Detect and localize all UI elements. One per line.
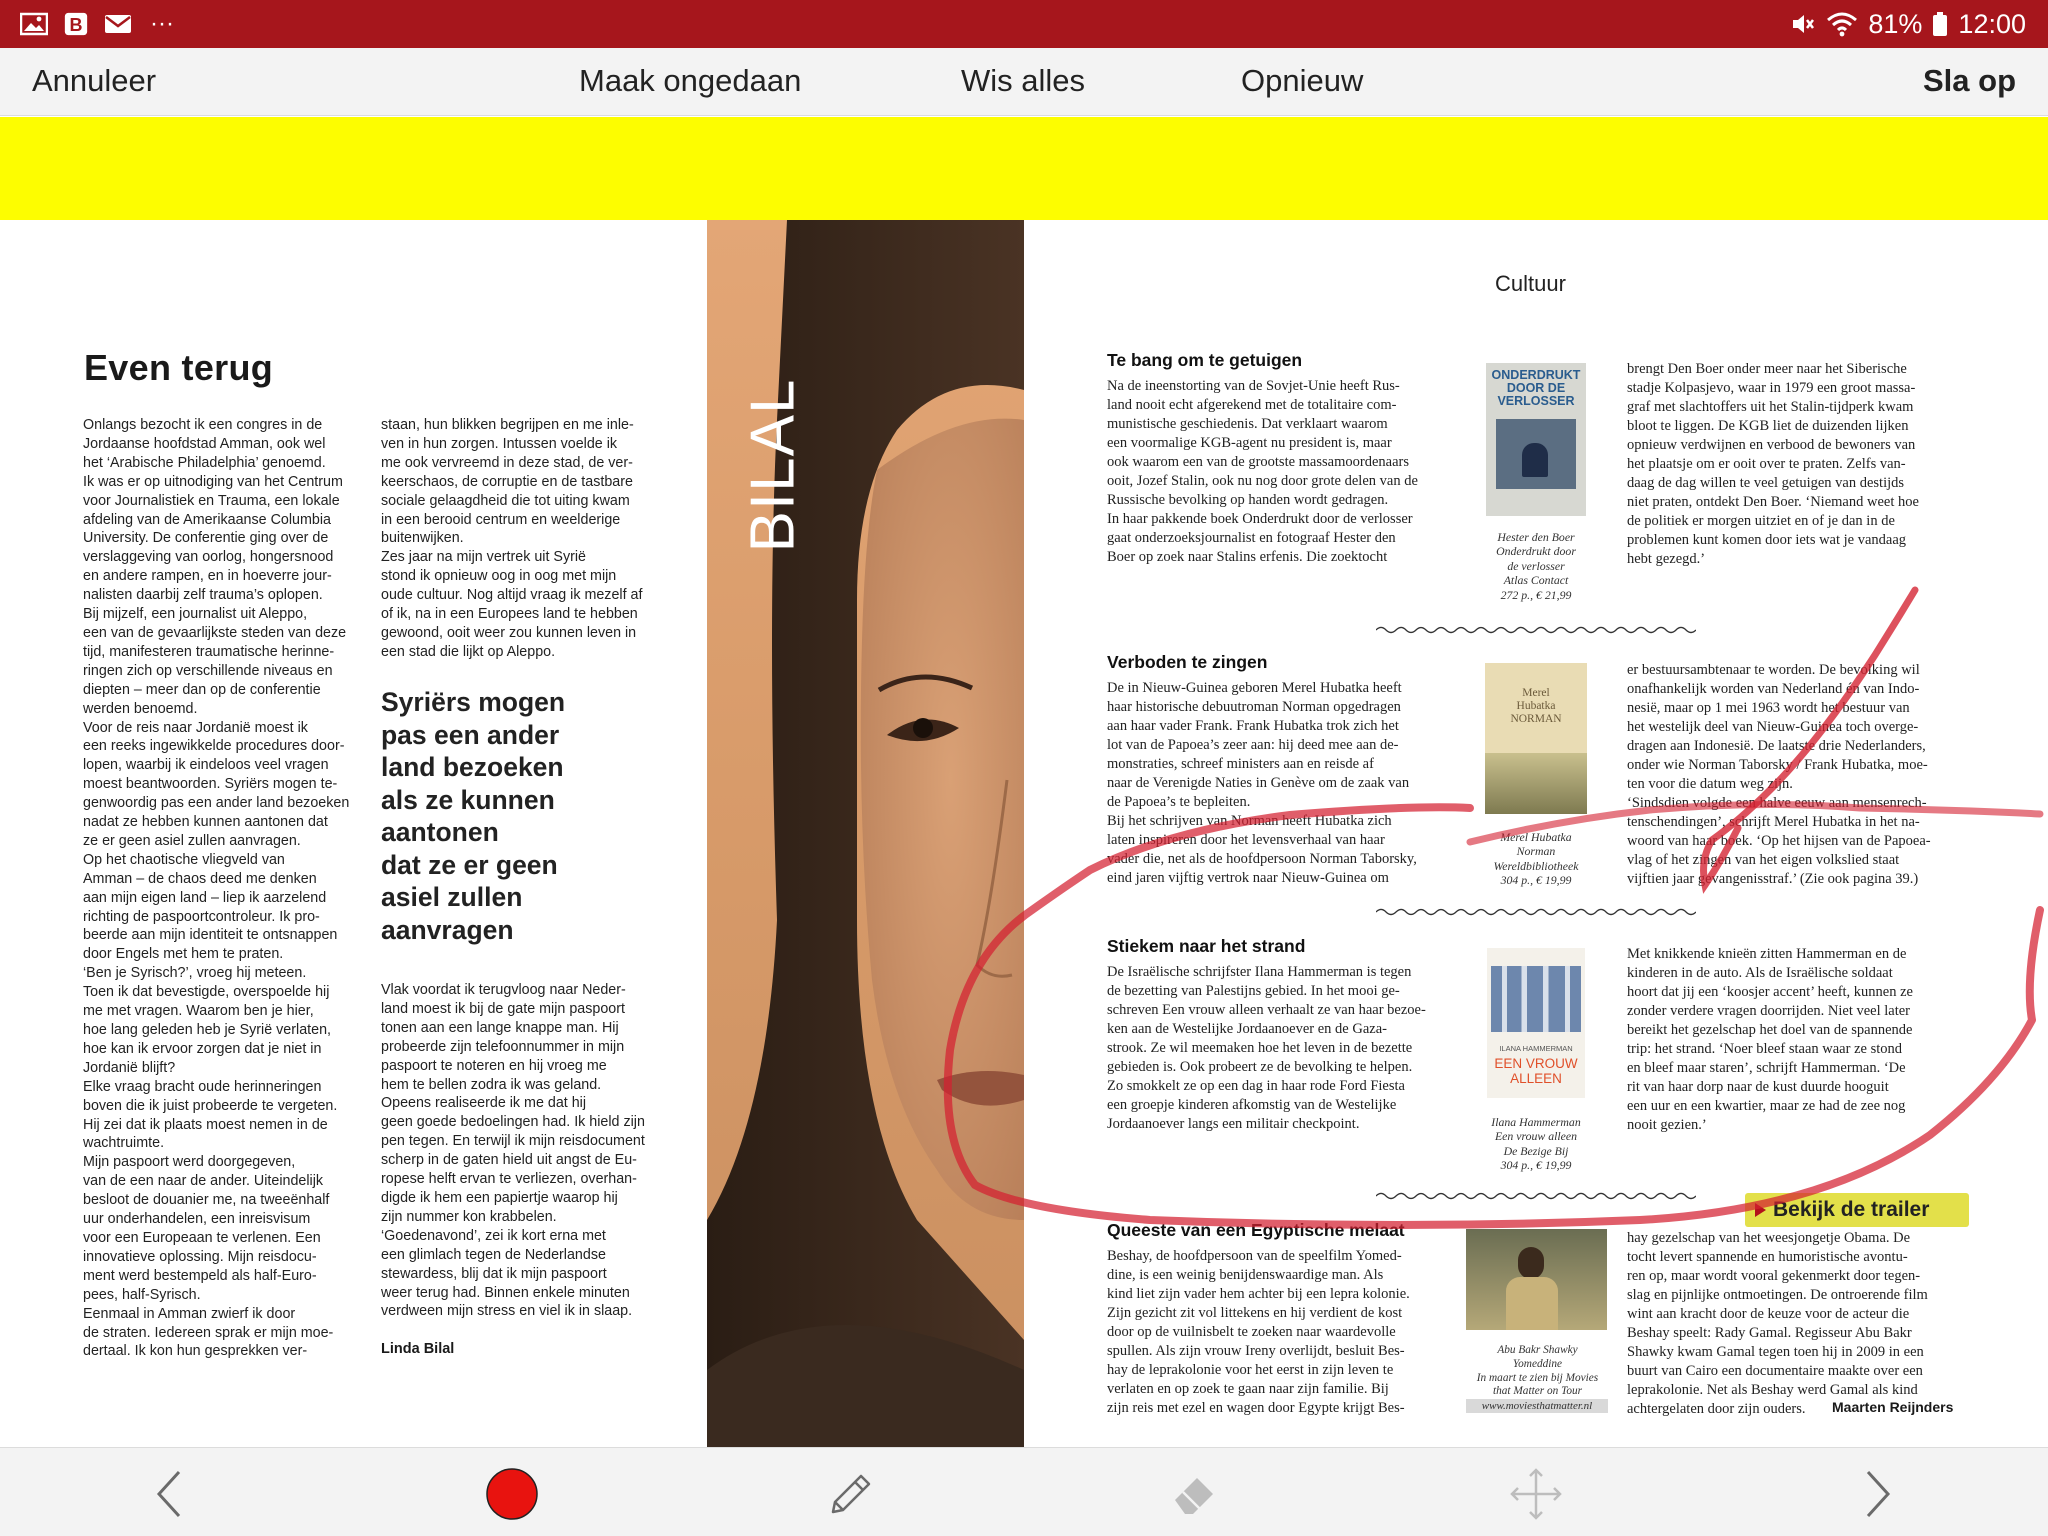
more-icon: ··· [150,10,174,37]
film-still-head [1518,1247,1544,1279]
book-cover-landscape [1485,753,1587,814]
author-name: Linda Bilal [381,1341,455,1357]
review-title: Verboden te zingen [1107,652,1268,672]
gallery-icon [20,12,48,36]
article-column-1: Onlangs bezocht ik een congres in de Jordaanse hoofdstad Amman, ook wel het ‘Arabische Philadelphia’ genoemd. Ik was er op uitnodiging van het Centrum voor Journalistiek en Trauma, een lokale afdeling van de Amerikaanse Columbia University. De conferentie ging over de verslaggeving van oorlog, hongersnood en andere rampen, en in hoeverre jour- nalisten daarbij zelf trauma’s oplopen. Bij mijzelf, een journalist uit Aleppo, een van de gevaarlijkste steden van deze tijd, manifesteren traumatische herinne- ringen zich op verschillende niveaus en diepten – meer dan op de conferentie werden benoemd. Voor de reis naar Jordanië moest ik een reeks ingewikkelde procedures door- lopen, waarbij ik eindeloos veel vragen moest beantwoorden. Syriërs mogen te- genwoordig pas een ander land bezoeken nadat ze hebben kunnen aantonen dat ze er geen asiel zullen aanvragen. Op het chaotische vliegveld van Amman – de chaos deed me denken aan mijn eigen land – liep ik aarzelend richting de paspoortcontroleur. Ik pro- beerde aan mijn identiteit te ontsnappen door Engels met hem te praten. ‘Ben je Syrisch?’, vroeg hij meteen. Toen ik dat bevestigde, overspoelde hij me met vragen. Waarom ben je hier, hoe lang geleden heb je Syrië verlaten, hoe kan ik ervoor zorgen dat je niet in Jordanië blijft? Elke vraag bracht oude herinneringen boven die ik juist probeerde te vergeten. Hij zei dat ik plaats moest nemen in de wachtruimte. Mijn paspoort werd doorgegeven, van de een naar de ander. Uiteindelijk besloot de douanier me, na tweeënhalf uur onderhandelen, een inreisvisum voor een Europeaan te verlenen. Een innovatieve oplossing. Mijn reisdocu- ment werd bestempeld als half-Euro- pees, half-Syrisch. Eenmaal in Amman zwierf ik door de straten. Iedereen sprak er mijn moe- dertaal. Ik kon hun gesprekken ver- [83,417,350,1360]
cancel-button[interactable]: Annuleer [32,63,157,98]
film-still [1466,1229,1607,1330]
section-divider [1376,1191,1696,1201]
highlight-band [0,117,2048,220]
book-cover-title: Merel Hubatka NORMAN [1510,687,1562,725]
mute-icon [1790,11,1816,37]
book-cover-art [1491,966,1581,1032]
film-caption: Abu Bakr Shawky Yomeddine In maart te zien bij Movies that Matter on Tour [1476,1344,1599,1398]
previous-page-button[interactable] [143,1466,199,1522]
film-url[interactable]: www.moviesthatmatter.nl [1466,1399,1608,1413]
next-page-button[interactable] [1848,1466,1904,1522]
article-column-2: staan, hun blikken begrijpen en me inle- ven in hun zorgen. Intussen voelde ik me ook vervreemd in deze stad, de ver- keerschaos, de corruptie en de tastbare sociale gelaagdheid die tot uiting kwam in een berooid centrum en weelderige buitenwijken. Zes jaar na mijn vertrek uit Syrië stond ik opnieuw oog in oog met mijn oude cultuur. Nog altijd vraag ik mezelf af of ik, na in een Europees land te hebben gewoond, ooit weer zou kunnen leven in een stad die lijkt op Aleppo. [381,417,643,660]
undo-button[interactable]: Maak ongedaan [579,63,802,98]
book-caption: Ilana Hammerman Een vrouw alleen De Bezige Bij 304 p., € 19,99 [1491,1115,1581,1173]
magazine-spread[interactable] [0,220,2048,1447]
review-byline: Maarten Reijnders [1832,1399,1954,1415]
section-divider [1376,625,1696,635]
svg-text:B: B [69,14,83,35]
wifi-icon [1826,11,1858,37]
trailer-label: Bekijk de trailer [1773,1198,1930,1221]
battery-percent: 81% [1868,8,1923,39]
drawing-toolbar [0,1447,2048,1536]
review-title: Queeste van een Egyptische melaat [1107,1220,1405,1240]
watch-trailer-button[interactable] [1745,1193,1969,1227]
article-title: Even terug [84,347,274,388]
save-button[interactable]: Sla op [1922,63,2016,98]
review-text: Beshay, de hoofdpersoon van de speelfilm Yomed- dine, is een weinig benijdenswaardige man. Als kind liet zijn vader hem achter bij een lepra kolonie. Zijn gezicht zit vol littekens en hij verdient de kost door op de vuilnisbelt te zoeken naar waardevolle spullen. Als zijn vrouw Ireny overlijdt, besluit Bes- hay de leprakolonie voor het eerst in zijn leven te verlaten en op zoek te gaan naar zijn familie. Bij zijn reis met ezel en wagen door Egypte krijgt Bes- [1107,1248,1410,1416]
review-text-continued: Met knikkende knieën zitten Hammerman en de kinderen in de auto. Als de Israëlische soldaat hoort dat jij een ‘koosjer accent’ heeft, kunnen ze zonder verdere vragen doorrijden. Niet veel later bereikt het gezelschap het doel van de spannende trip: het strand. ‘Noer bleef staan waar ze stond en bleef maar staren’, schrijft Hammerman. ‘De rit van haar dorp naar de kust duurde hooguit een uur en een kwartier, maar ze had de zee nog nooit gezien.’ [1627,946,1913,1133]
portrait-caption: BILAL [738,378,808,553]
system-status [1790,8,2026,40]
book-cover-title: ONDERDRUKT DOOR DE VERLOSSER [1491,368,1581,408]
book-cover [1486,363,1586,516]
review-text: De in Nieuw-Guinea geboren Merel Hubatka heeft haar historische debuutroman Norman opgedragen aan haar vader Frank. Frank Hubatka trok zich het lot van de Papoea’s zeer aan: hij deed mee aan de- monstraties, schreef ministers aan en reisde af naar de Verenigde Naties in Genève om de zaak van de Papoea’s te bepleiten. Bij het schrijven van Norman heeft Hubatka zich laten inspireren door het levensverhaal van haar vader die, net als de hoofdpersoon Norman Taborsky, eind jaren vijftig vertrok naar Nieuw-Guinea om [1107,680,1417,886]
b-app-icon [62,12,90,36]
notification-icons [20,10,174,38]
status-bar [0,0,2048,48]
book-cover-author: ILANA HAMMERMAN [1499,1044,1573,1053]
book-cover [1487,948,1585,1098]
battery-icon [1932,11,1948,37]
book-caption: Hester den Boer Onderdrukt door de verlosser Atlas Contact 272 p., € 21,99 [1496,530,1576,602]
clock: 12:00 [1958,8,2026,39]
section-label: Cultuur [1495,271,1566,296]
redo-button[interactable]: Opnieuw [1241,63,1364,98]
pen-color-button[interactable] [484,1466,540,1522]
review-text: De Israëlische schrijfster Ilana Hammerman is tegen de bezetting van Palestijns gebied. In het mooi ge- schreven Een vrouw alleen verhaalt ze van haar bezoe- ken aan de Westelijke Jordaanoever en de Gaza- strook. Ze wil meemaken hoe het leven in de bezette gebieden is. Ook probeert ze de bevolking te helpen. Zo smokkelt ze op een dag in haar rode Ford Fiesta een groepje kinderen afkomstig van de Westelijke Jordaanoever langs een militair checkpoint. [1107,964,1426,1132]
eraser-tool-button[interactable] [1167,1466,1223,1522]
review-text-continued: hay gezelschap van het weesjongetje Obama. De tocht levert spannende en humoristische avontu- ren op, maar wordt vooral gekenmerkt door tegen- slag en pijnlijke ontmoetingen. De ontroerende film wint aan kracht door de keuze voor de acteur die Beshay speelt: Rady Gamal. Regisseur Abu Bakr Shawky kwam Gamal tegen toen hij in 2009 in een buurt van Cairo een documentaire maakte over een leprakolonie. Net als Beshay werd Gamal als kind achtergelaten door zijn ouders. [1627,1230,1928,1417]
review-text-continued: brengt Den Boer onder meer naar het Siberische stadje Kolpasjevo, waar in 1979 een groot massa- graf met slachtoffers uit het Stalin-tijdperk kwam bloot te liggen. De KGB liet de duizenden lijken opnieuw verdwijnen en verbood de bewoners van het plaatsje om er ooit over te praten. Zelfs van- daag de dag willen te veel getuigen van destijds niet praten, ontdekt Den Boer. ‘Niemand weet hoe de politiek er morgen uitziet en of je dan in de problemen kunt komen door iets wat je vandaag hebt gezegd.’ [1627,361,1919,567]
review-title: Stiekem naar het strand [1107,936,1306,956]
clear-all-button[interactable]: Wis alles [961,63,1086,98]
book-caption: Merel Hubatka Norman Wereldbibliotheek 304 p., € 19,99 [1493,830,1579,888]
pencil-tool-button[interactable] [823,1466,879,1522]
article-column-2-continued: Vlak voordat ik terugvloog naar Neder- land moest ik bij de gate mijn paspoort tonen aan een lange knappe man. Hij probeerde zijn telefoonnummer in mijn paspoort te noteren en hij vroeg me hem te bellen zodra ik was geland. Opeens realiseerde ik me dat hij geen goede bedoelingen had. Ik hield zijn pen tegen. En terwijl ik mijn reisdocument scherp in de gaten hield uit angst de Eu- ropese helft ervan te verliezen, overhan- digde ik hem een papiertje waarop hij zijn nummer kon krabbelen. ‘Goedenavond’, zei ik kort erna met een glimlach tegen de Nederlandse stewardess, blij dat ik mijn paspoort weer terug had. Binnen enkele minuten verdween mijn stress en viel ik in slaap. [381,982,645,1320]
review-title: Te bang om te getuigen [1107,350,1303,370]
section-divider [1376,907,1696,917]
move-tool-button[interactable] [1508,1466,1564,1522]
book-cover-figure [1522,443,1548,477]
mail-icon [104,12,132,36]
annotation-toolbar [0,48,2048,116]
book-cover-title: EEN VROUW ALLEEN [1494,1056,1578,1086]
pull-quote: Syriërs mogen pas een ander land bezoeken als ze kunnen aantonen dat ze er geen asiel zullen aanvragen [381,687,566,945]
book-cover [1485,663,1587,814]
review-text: Na de ineenstorting van de Sovjet-Unie heeft Rus- land nooit echt afgerekend met de totalitaire com- munistische geschiedenis. Dat verklaart waarom een voormalige KGB-agent nu president is, maar ook waarom een van de grootste massamoordenaars ooit, Jozef Stalin, ook nu nog door grote delen van de Russische bevolking op handen wordt gedragen. In haar pakkende boek Onderdrukt door de verlosser gaat onderzoeksjournalist en fotograaf Hester den Boer op zoek naar Stalins erfenis. Die zoektocht [1107,378,1418,565]
review-text-continued: er bestuursambtenaar te worden. De bevolking wil onafhankelijk worden van Nederland én van Indo- nesië, maar op 1 mei 1963 wordt het bestuur van het westelijk deel van Nieuw-Guinea toch overge- dragen aan Indonesië. De laatste drie Nederlanders, onder wie Norman Taborsky / Frank Hubatka, moe- ten voor die datum weg zijn. ‘Sindsdien volgde een halve eeuw aan mensenrech- tenschendingen’, schrijft Merel Hubatka in het na- woord van haar boek. ‘Op het hijsen van de Papoea- vlag of het zingen van het eigen volkslied staat vijftien jaar gevangenisstraf.’ (Zie ook pagina 39.) [1627,662,1931,887]
film-still-body [1506,1277,1558,1330]
play-icon [1755,1203,1766,1217]
